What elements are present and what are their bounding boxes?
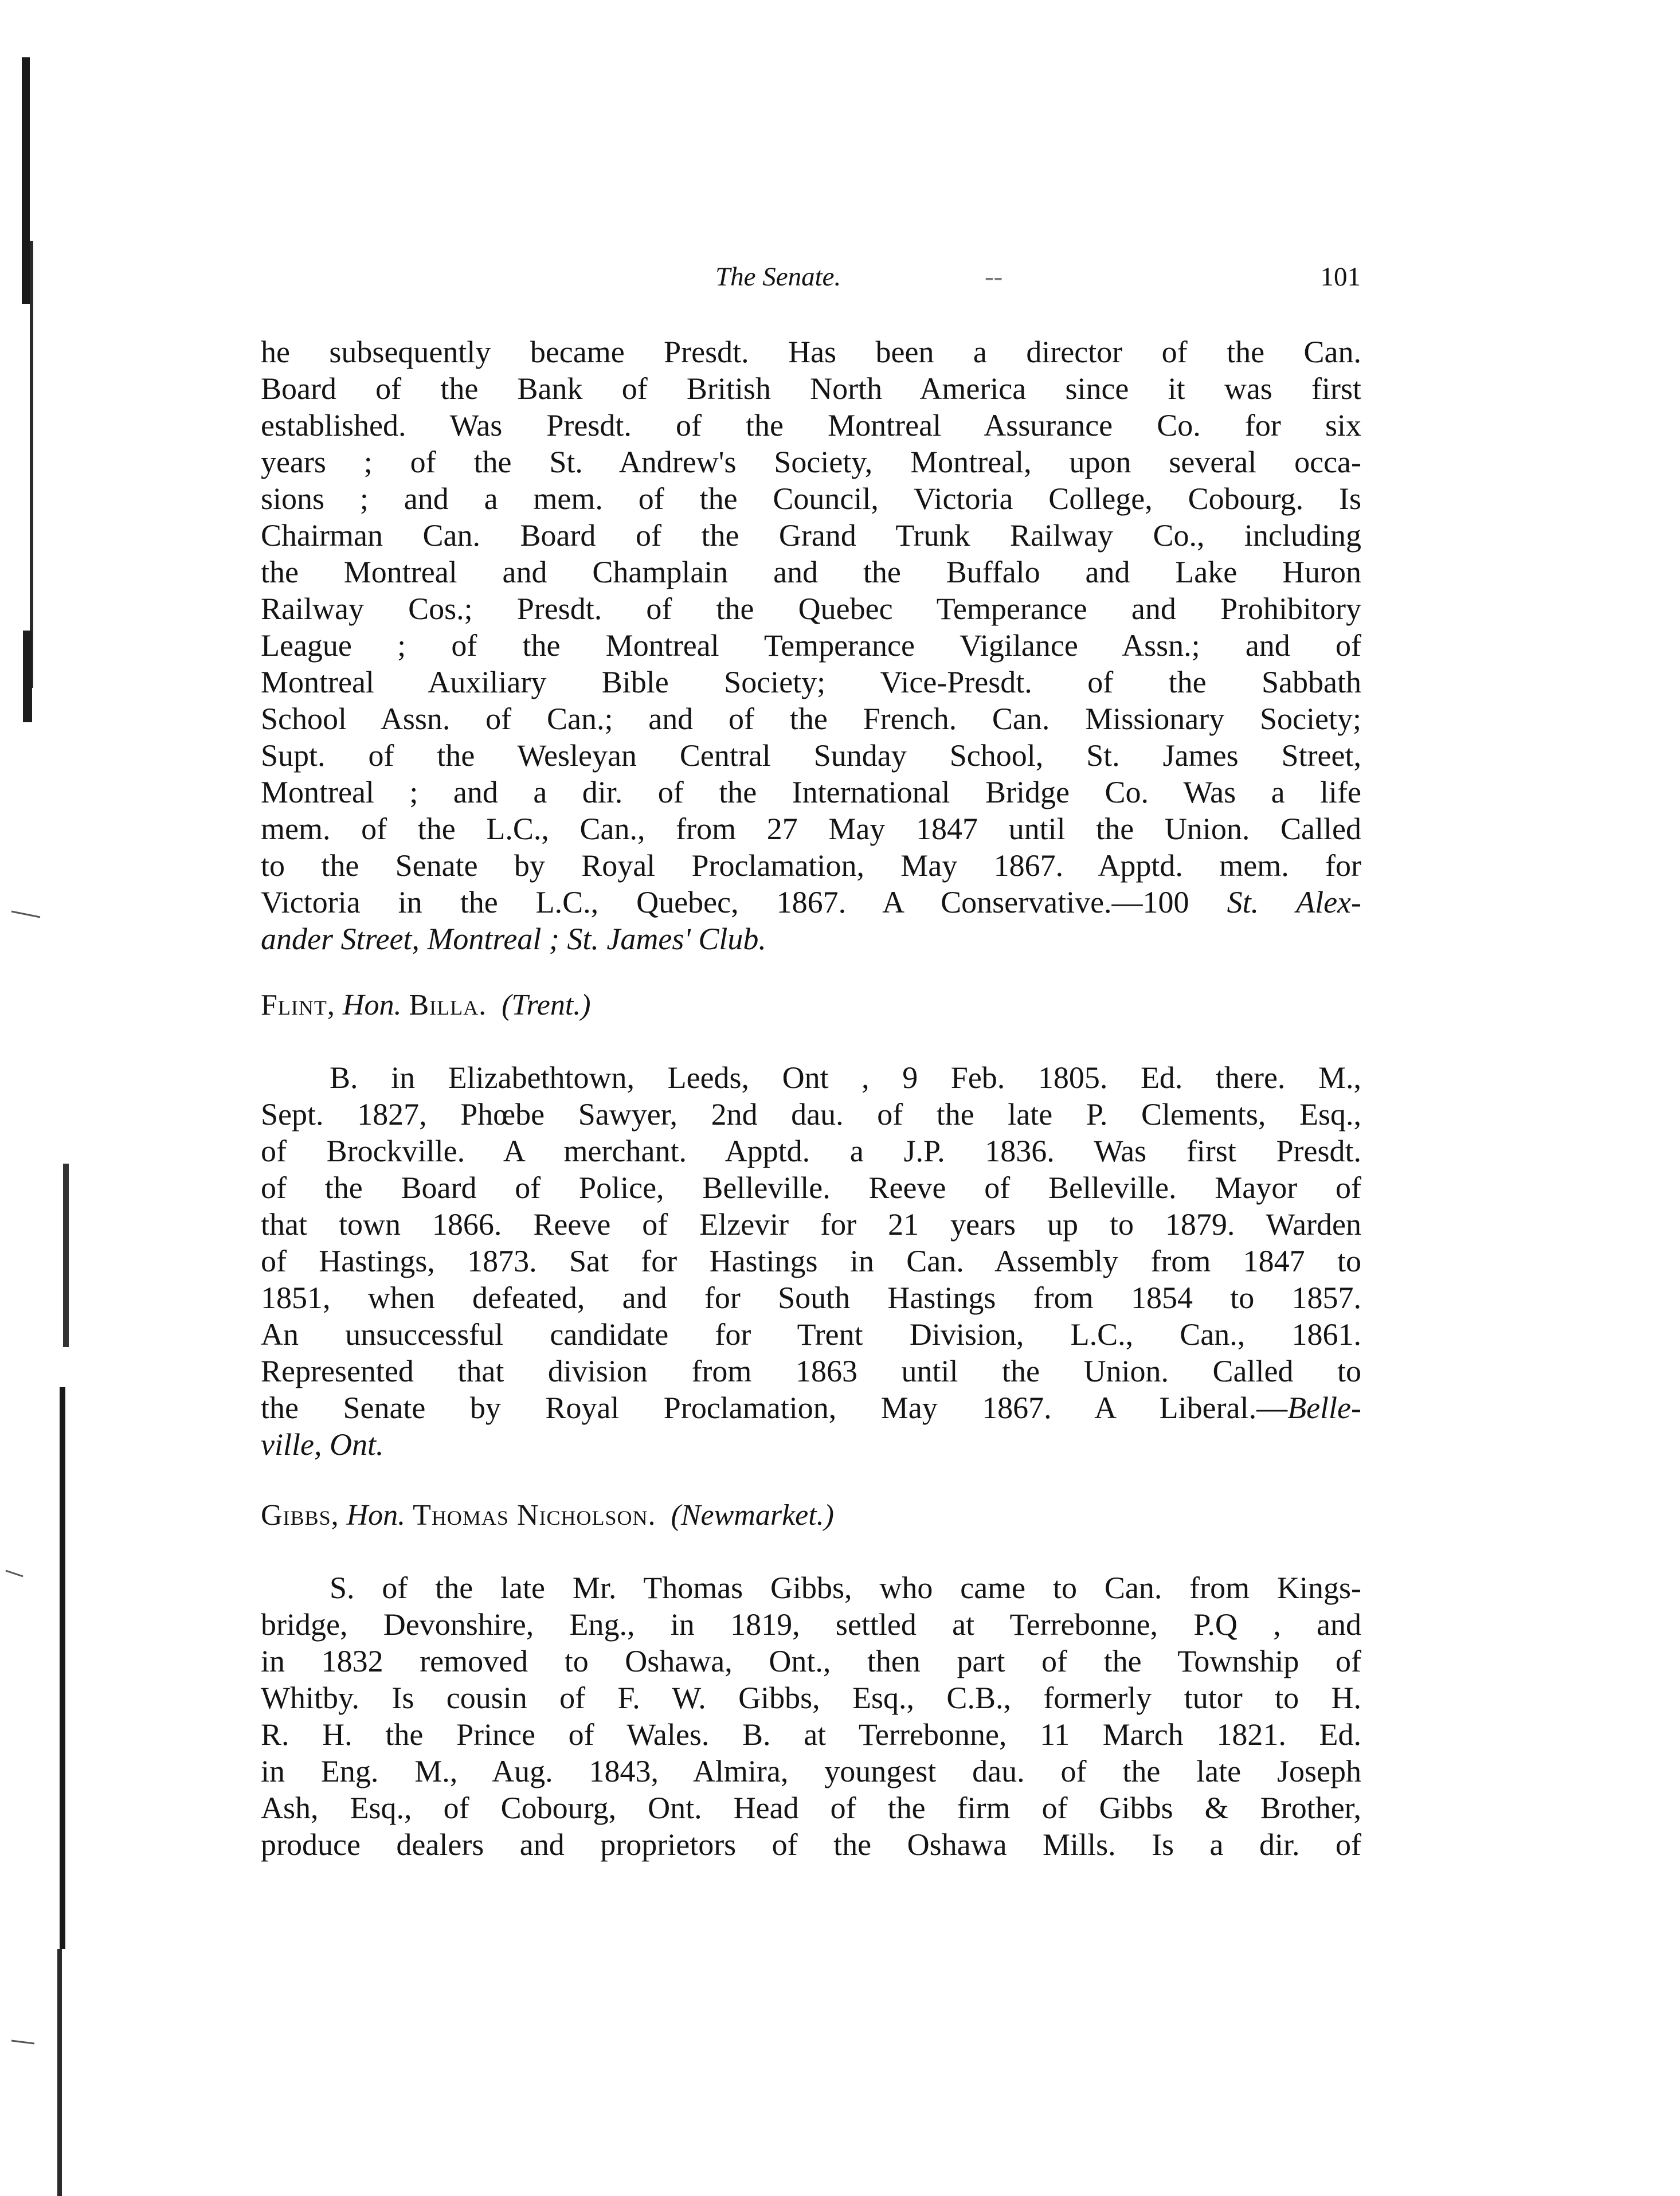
text-line: established. Was Presdt. of the Montreal Assurance Co. for six (261, 408, 1361, 443)
text-line: of Hastings, 1873. Sat for Hastings in Can. Assembly from 1847 to (261, 1244, 1361, 1278)
text-line: Montreal Auxiliary Bible Society; Vice-Presdt. of the Sabbath (261, 665, 1361, 699)
entry-surname: Flint, (261, 989, 335, 1021)
address-italic: St. Alex- (1227, 885, 1361, 919)
text-line: Represented that division from 1863 until the Union. Called to (261, 1354, 1361, 1388)
text-line: he subsequently became Presdt. Has been a director of the Can. (261, 335, 1361, 369)
address-italic: Belle- (1287, 1391, 1361, 1425)
text-line: bridge, Devonshire, Eng., in 1819, settled at Terrebonne, P.Q , and (261, 1607, 1361, 1642)
text-line: mem. of the L.C., Can., from 27 May 1847 until the Union. Called (261, 812, 1361, 846)
text-line: sions ; and a mem. of the Council, Victoria College, Cobourg. Is (261, 482, 1361, 516)
page-number: 101 (1320, 262, 1361, 292)
text-line: in Eng. M., Aug. 1843, Almira, youngest dau. of the late Joseph (261, 1754, 1361, 1788)
text-line (261, 884, 1361, 921)
text-line: B. in Elizabethtown, Leeds, Ont , 9 Feb. 1805. Ed. there. M., (330, 1060, 1361, 1095)
text-line: League ; of the Montreal Temperance Vigilance Assn.; and of (261, 628, 1361, 663)
text-line: 1851, when defeated, and for South Hastings from 1854 to 1857. (261, 1281, 1361, 1315)
entry-surname: Gibbs, (261, 1499, 339, 1532)
text-line: Railway Cos.; Presdt. of the Quebec Temperance and Prohibitory (261, 592, 1361, 626)
text-line: Sept. 1827, Phœbe Sawyer, 2nd dau. of the late P. Clements, Esq., (261, 1097, 1361, 1132)
text-line: Supt. of the Wesleyan Central Sunday School, St. James Street, (261, 738, 1361, 773)
text-line: in 1832 removed to Oshawa, Ont., then part of the Township of (261, 1644, 1361, 1678)
text-line: Ash, Esq., of Cobourg, Ont. Head of the firm of Gibbs & Brother, (261, 1791, 1361, 1825)
text-run: Victoria in the L.C., Quebec, 1867. A Conservative.—100 (261, 885, 1189, 919)
running-head-dash: -- (985, 262, 1003, 292)
text-line (261, 1389, 1361, 1426)
text-line: Board of the Bank of British North America since it was first (261, 371, 1361, 406)
entry-heading-flint (261, 987, 591, 1024)
text-run: the Senate by Royal Proclamation, May 1867. A Liberal.— (261, 1391, 1288, 1425)
address-line: ville, Ont. (261, 1427, 384, 1462)
text-line: of the Board of Police, Belleville. Reeve of Belleville. Mayor of (261, 1171, 1361, 1205)
entry-constituency: (Trent.) (502, 989, 591, 1021)
entry-constituency: (Newmarket.) (671, 1499, 834, 1532)
text-line: R. H. the Prince of Wales. B. at Terrebonne, 11 March 1821. Ed. (261, 1717, 1361, 1752)
text-line: the Montreal and Champlain and the Buffalo and Lake Huron (261, 555, 1361, 589)
text-line: to the Senate by Royal Proclamation, May 1867. Apptd. mem. for (261, 848, 1361, 883)
binding-edge-marks (0, 0, 80, 2196)
text-line: An unsuccessful candidate for Trent Division, L.C., Can., 1861. (261, 1317, 1361, 1352)
text-line: produce dealers and proprietors of the Oshawa Mills. Is a dir. of (261, 1827, 1361, 1862)
entry-honorific: Hon. (342, 989, 402, 1021)
entry-honorific: Hon. (346, 1499, 406, 1532)
text-line: S. of the late Mr. Thomas Gibbs, who came to Can. from Kings- (330, 1571, 1361, 1605)
running-head (715, 257, 1361, 297)
text-line: that town 1866. Reeve of Elzevir for 21 years up to 1879. Warden (261, 1207, 1361, 1242)
address-line: ander Street, Montreal ; St. James' Club. (261, 922, 766, 956)
running-head-title: The Senate. (715, 262, 841, 292)
text-line: of Brockville. A merchant. Apptd. a J.P. 1836. Was first Presdt. (261, 1134, 1361, 1168)
text-line: Chairman Can. Board of the Grand Trunk Railway Co., including (261, 518, 1361, 553)
text-line: years ; of the St. Andrew's Society, Montreal, upon several occa- (261, 445, 1361, 479)
text-line: School Assn. of Can.; and of the French. Can. Missionary Society; (261, 702, 1361, 736)
entry-given-names: Billa. (409, 989, 487, 1021)
entry-given-names: Thomas Nicholson. (413, 1499, 656, 1532)
text-line: Whitby. Is cousin of F. W. Gibbs, Esq., C.B., formerly tutor to H. (261, 1681, 1361, 1715)
entry-heading-gibbs (261, 1497, 834, 1534)
text-line: Montreal ; and a dir. of the International Bridge Co. Was a life (261, 775, 1361, 809)
